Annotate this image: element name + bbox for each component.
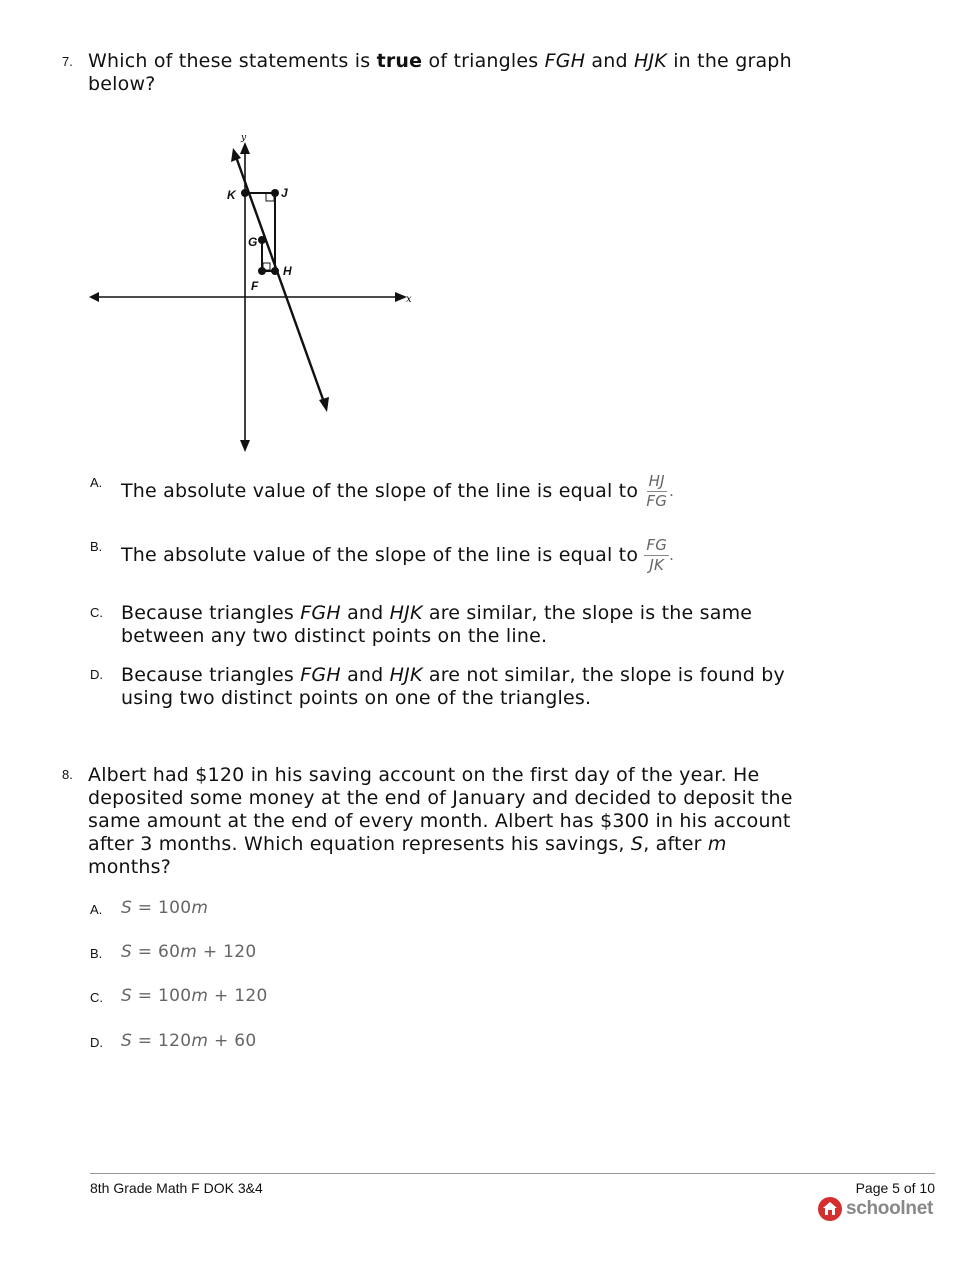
y-axis-down-arrow (240, 440, 250, 452)
point-G (258, 236, 266, 244)
q8-option-a-letter: A. (90, 902, 103, 917)
q8-option-c-letter: C. (90, 990, 103, 1005)
q7-option-b[interactable]: The absolute value of the slope of the line is equal to $\frac{FG}{JK}$ . (121, 535, 675, 574)
q7-option-a-letter: A. (90, 475, 103, 490)
x-axis-left-arrow (89, 292, 99, 302)
q8-option-b[interactable]: S = 60m + 120 (121, 942, 257, 962)
q8-option-c[interactable]: S = 100m + 120 (121, 986, 268, 1006)
coordinate-graph (85, 130, 420, 455)
fraction-fg-jk: $\frac{FG}{JK}$ (646, 535, 668, 574)
page-number: Page 5 of 10 (855, 1180, 935, 1196)
label-G: G (248, 235, 258, 249)
q7-option-b-text: The absolute value of the slope of the line is equal to (121, 543, 639, 566)
schoolnet-wordmark: schoolnet (845, 1198, 933, 1219)
q7-option-c[interactable]: Because triangles FGH and HJK are similar, the slope is the same between any two distinct points on the line. (121, 602, 753, 647)
label-H: H (283, 264, 292, 278)
q8-option-d-letter: D. (90, 1035, 103, 1050)
point-K (241, 189, 249, 197)
label-F: F (251, 279, 259, 293)
q7-option-d-letter: D. (90, 667, 103, 682)
x-axis-label: x (406, 294, 412, 305)
point-J (271, 189, 279, 197)
footer-divider (90, 1173, 935, 1174)
fraction-hj-fg: $\frac{HJ}{FG}$ (646, 471, 668, 510)
question-7-number: 7. (62, 54, 73, 69)
q8-option-b-letter: B. (90, 946, 103, 961)
y-axis-up-arrow (240, 142, 250, 154)
schoolnet-house-icon (817, 1196, 843, 1222)
q7-option-b-letter: B. (90, 539, 103, 554)
point-F (258, 267, 266, 275)
question-8-text: Albert had $120 in his saving account on the first day of the year. He deposited some money at the end of January and decided to deposit the same amount at the end of every month. Albert has $300 in his account after 3 months. Which equation represents his savings, S, after m months? (88, 764, 793, 878)
q8-option-a[interactable]: S = 100m (121, 898, 209, 918)
q7-option-d[interactable]: Because triangles FGH and HJK are not similar, the slope is found by using two distinct points on one of the triangles. (121, 664, 785, 709)
q7-option-a-text: The absolute value of the slope of the line is equal to (121, 479, 639, 502)
label-J: J (281, 186, 288, 200)
y-axis-label: y (241, 133, 247, 143)
question-8-number: 8. (62, 767, 73, 782)
line-arrow-top (231, 148, 241, 162)
q7-option-c-letter: C. (90, 605, 103, 620)
schoolnet-logo (817, 1196, 933, 1222)
label-K: K (227, 188, 236, 202)
q7-option-a[interactable]: The absolute value of the slope of the line is equal to $\frac{HJ}{FG}$ . (121, 471, 675, 510)
question-7-text: Which of these statements is true of triangles FGH and HJK in the graph below? (88, 50, 792, 95)
footer-title: 8th Grade Math F DOK 3&4 (90, 1180, 263, 1196)
line-arrow-bottom (319, 397, 329, 412)
point-H (271, 267, 279, 275)
q8-option-d[interactable]: S = 120m + 60 (121, 1031, 257, 1051)
